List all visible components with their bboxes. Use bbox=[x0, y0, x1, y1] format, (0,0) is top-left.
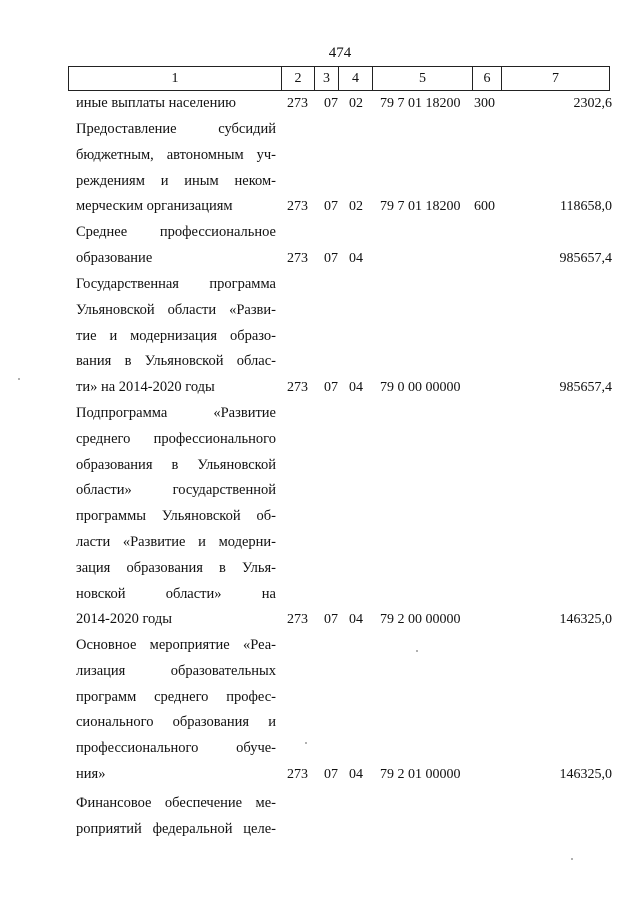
code-col-6: 600 bbox=[474, 199, 495, 214]
code-col-5: 79 0 00 00000 bbox=[380, 380, 461, 395]
row-description bbox=[76, 401, 276, 633]
description-line: ласти «Развитие и модерни- bbox=[76, 533, 276, 550]
description-line: ти» на 2014-2020 годы bbox=[76, 379, 215, 396]
description-line: образование bbox=[76, 249, 153, 266]
code-col-6: 300 bbox=[474, 96, 495, 111]
description-line: Подпрограмма «Развитие bbox=[76, 405, 276, 421]
description-line: иные выплаты населению bbox=[76, 95, 236, 111]
scan-speck bbox=[571, 858, 573, 860]
code-col-3: 07 bbox=[324, 251, 338, 266]
description-line: 2014-2020 годы bbox=[76, 611, 172, 628]
header-col-2: 2 bbox=[294, 71, 302, 86]
scan-speck bbox=[416, 650, 418, 652]
description-line: Ульяновской области «Разви- bbox=[76, 301, 276, 318]
header-col-6: 6 bbox=[483, 71, 491, 86]
header-col-1: 1 bbox=[171, 71, 179, 86]
code-col-2: 273 bbox=[287, 767, 308, 782]
amount-col-7: 985657,4 bbox=[559, 380, 612, 395]
description-line: вания в Ульяновской облас- bbox=[76, 353, 276, 370]
code-col-2: 273 bbox=[287, 612, 308, 627]
description-line: ния» bbox=[76, 765, 106, 782]
page-number: 474 bbox=[328, 45, 352, 61]
description-line: программы Ульяновской об- bbox=[76, 508, 276, 525]
description-line: реждениям и иным неком- bbox=[76, 172, 276, 189]
header-col-4: 4 bbox=[352, 71, 359, 86]
code-col-5: 79 2 00 00000 bbox=[380, 612, 461, 627]
description-line: Среднее профессиональное bbox=[76, 224, 276, 240]
code-col-3: 07 bbox=[324, 199, 338, 214]
amount-col-7: 146325,0 bbox=[559, 612, 612, 627]
code-col-4: 02 bbox=[349, 199, 363, 214]
code-col-3: 07 bbox=[324, 767, 338, 782]
code-col-3: 07 bbox=[324, 380, 338, 395]
description-line: мерческим организациям bbox=[76, 198, 233, 215]
header-col-5: 5 bbox=[419, 71, 426, 86]
amount-col-7: 146325,0 bbox=[559, 767, 612, 782]
description-line: образования в Ульяновской bbox=[76, 456, 276, 473]
code-col-2: 273 bbox=[287, 199, 308, 214]
row-description bbox=[76, 220, 276, 272]
code-col-5: 79 7 01 18200 bbox=[380, 96, 461, 111]
row-description bbox=[76, 272, 276, 401]
description-line: профессионального обуче- bbox=[76, 740, 276, 757]
description-line: среднего профессионального bbox=[76, 430, 276, 447]
table-header bbox=[68, 66, 610, 91]
description-line: Государственная программа bbox=[76, 276, 276, 292]
description-line: Основное мероприятие «Реа- bbox=[76, 637, 276, 653]
description-line: бюджетным, автономным уч- bbox=[76, 146, 276, 163]
row-description bbox=[76, 91, 276, 117]
code-col-4: 04 bbox=[349, 612, 363, 627]
description-line: программ среднего профес- bbox=[76, 688, 276, 705]
amount-col-7: 118658,0 bbox=[560, 199, 612, 214]
row-description bbox=[76, 117, 276, 220]
scan-speck bbox=[305, 742, 307, 744]
description-line: новской области» на bbox=[76, 585, 276, 602]
row-description bbox=[76, 633, 276, 788]
header-col-3: 3 bbox=[323, 71, 330, 86]
code-col-3: 07 bbox=[324, 612, 338, 627]
description-line: лизация образовательных bbox=[76, 662, 276, 679]
code-col-4: 04 bbox=[349, 380, 363, 395]
code-col-4: 02 bbox=[349, 96, 363, 111]
description-line: сионального образования и bbox=[76, 714, 276, 731]
code-col-2: 273 bbox=[287, 251, 308, 266]
code-col-2: 273 bbox=[287, 96, 308, 111]
code-col-3: 07 bbox=[324, 96, 338, 111]
code-col-4: 04 bbox=[349, 251, 363, 266]
description-line: тие и модернизация образо- bbox=[76, 327, 276, 344]
description-line: Предоставление субсидий bbox=[76, 121, 276, 137]
description-line: зация образования в Улья- bbox=[76, 559, 276, 576]
header-col-7: 7 bbox=[552, 71, 559, 86]
amount-col-7: 2302,6 bbox=[573, 96, 612, 111]
code-col-5: 79 2 01 00000 bbox=[380, 767, 461, 782]
description-line: роприятий федеральной целе- bbox=[76, 820, 276, 837]
code-col-2: 273 bbox=[287, 380, 308, 395]
scan-speck bbox=[18, 378, 20, 380]
description-line: Финансовое обеспечение ме- bbox=[76, 795, 276, 811]
code-col-5: 79 7 01 18200 bbox=[380, 199, 461, 214]
code-col-4: 04 bbox=[349, 767, 363, 782]
row-description bbox=[76, 791, 276, 843]
amount-col-7: 985657,4 bbox=[559, 251, 612, 266]
description-line: области» государственной bbox=[76, 482, 276, 499]
